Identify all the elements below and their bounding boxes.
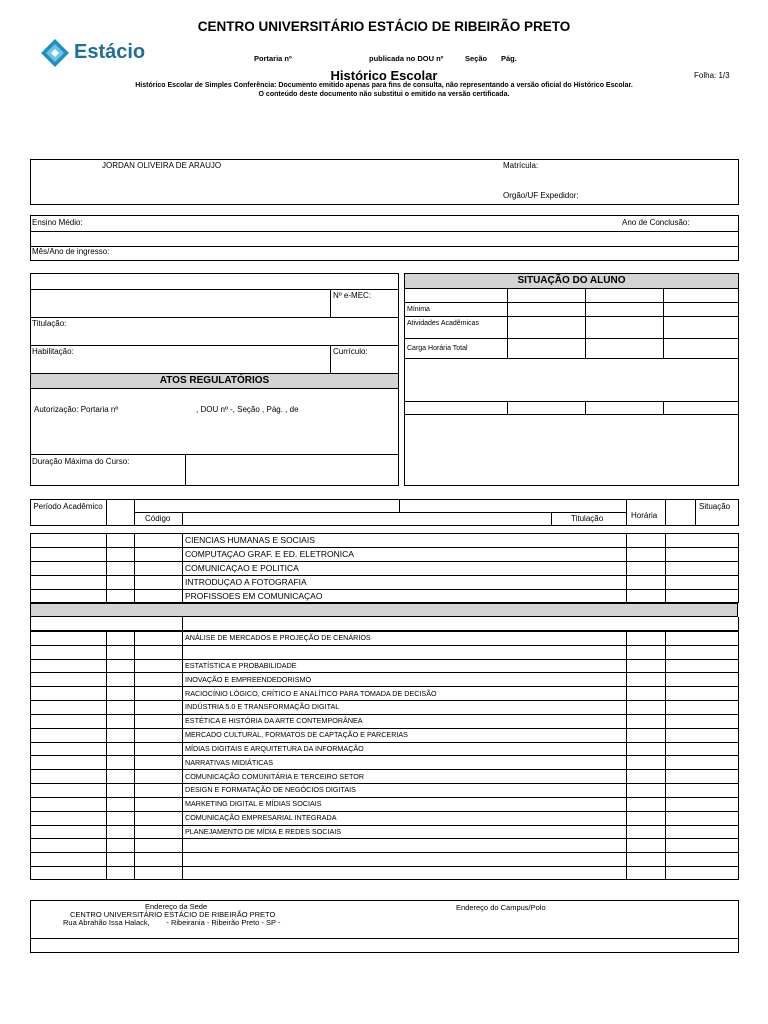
discipline-name: CIENCIAS HUMANAS E SOCIAIS [185,534,315,545]
discipline-name: NARRATIVAS MIDIÁTICAS [185,757,273,767]
column-divider [106,533,107,603]
divider [30,938,739,939]
divider [551,512,552,526]
situacao-title: SITUAÇÃO DO ALUNO [517,275,626,286]
folha: Folha: 1/3 [694,71,730,80]
column-divider [626,533,627,603]
row-divider [30,797,739,798]
campus-label: Endereço do Campus/Polo [456,903,546,912]
sede-name: CENTRO UNIVERSITÁRIO ESTÁCIO DE RIBEIRÃO PRETO [70,910,276,919]
divider [330,345,331,373]
portaria-label: Portaria nº [254,54,292,63]
row-divider [30,589,739,590]
column-divider [665,533,666,603]
discipline-name: COMPUTAÇAO GRAF. E ED. ELETRONICA [185,548,354,559]
discipline-name: ESTÉTICA E HISTÓRIA DA ARTE CONTEMPORÂNEA [185,716,363,726]
divider [404,302,739,303]
row-divider [30,742,739,743]
logo-text: Estácio [74,41,146,63]
pag-label: Pág. [501,54,517,63]
column-divider [134,533,135,603]
titulacao-label: Titulação: [32,319,67,328]
divider [404,358,739,359]
divider [30,317,399,318]
discipline-name: DESIGN E FORMATAÇÃO DE NEGÓCIOS DIGITAIS [185,785,356,795]
divider [399,499,400,512]
divider [585,401,586,414]
divider [30,231,739,232]
divider [404,338,739,339]
empty-row [30,617,739,631]
row-divider [30,811,739,812]
discipline-name: RACIOCÍNIO LÓGICO, CRÍTICO E ANALÍTICO PARA TOMADA DE DECISÃO [185,688,437,698]
col-periodo-academico: Período Acadêmico [33,502,103,511]
document-title: Histórico Escolar [330,68,438,83]
divider [30,454,399,455]
emec-label: Nº e-MEC: [333,291,372,300]
estacio-logo [40,38,150,70]
row-divider [30,561,739,562]
row-divider [30,547,739,548]
divider [330,289,331,317]
secao-label: Seção [465,54,488,63]
divider [134,512,626,513]
ano-conclusao-label: Ano de Conclusão: [622,218,690,227]
discipline-name: INTRODUÇAO A FOTOGRAFIA [185,576,307,587]
row-divider [30,755,739,756]
divider [404,401,739,402]
divider [182,617,183,631]
orgao-label: Orgão/UF Expedidor: [503,191,579,200]
habilitacao-label: Habilitação: [32,347,74,356]
row-divider [30,769,739,770]
divider [585,289,586,358]
row-divider [30,838,739,839]
curriculo-label: Currículo: [333,347,368,356]
divider [185,454,186,486]
student-name: JORDAN OLIVEIRA DE ARAUJO [102,161,222,170]
divider [30,246,739,247]
estacio-logo-icon [40,38,70,68]
ensino-medio-label: Ensino Médio: [32,218,83,227]
autorizacao-label: Autorização: Portaria nº [34,405,119,414]
discipline-name: ESTATÍSTICA E PROBABILIDADE [185,660,297,670]
row-divider [30,783,739,784]
row-divider [30,728,739,729]
discipline-name: MÍDIAS DIGITAIS E ARQUITETURA DA INFORMAÇÃO [185,743,364,753]
row-divider [30,672,739,673]
row-divider [30,645,739,646]
column-divider [182,533,183,603]
divider [404,316,739,317]
divider [182,512,183,526]
row-divider [30,852,739,853]
matricula-label: Matrícula: [503,161,539,170]
grades-block-1 [30,533,739,603]
divider [507,289,508,358]
discipline-name: PLANEJAMENTO DE MÍDIA E REDES SOCIAIS [185,826,342,836]
dou-label: publicada no DOU nº [369,54,444,63]
row-divider [30,575,739,576]
period-separator [30,603,738,617]
minima-label: Mínima [407,306,430,313]
discipline-name: INDÚSTRIA 5.0 E TRANSFORMAÇÃO DIGITAL [185,702,340,712]
discipline-name: COMUNICAÇAO E POLITICA [185,562,299,573]
discipline-name: COMUNICAÇÃO COMUNITÁRIA E TERCEIRO SETOR [185,771,365,781]
discipline-name: ANÁLISE DE MERCADOS E PROJEÇÃO DE CENÁRIOS [185,633,371,643]
col-titulacao: Titulação [571,514,604,523]
atos-regulatorios-title: ATOS REGULATÓRIOS [159,375,270,386]
row-divider [30,866,739,867]
divider [663,289,664,358]
discipline-name: INOVAÇÃO E EMPREENDEDORISMO [185,674,312,684]
disclaimer-line-1: Histórico Escolar de Simples Conferência: Documento emitido apenas para fins de consulta, não representando a versão oficial do Histórico Escolar. [135,82,633,89]
row-divider [30,686,739,687]
row-divider [30,825,739,826]
sede-address: Rua Abrahão Issa Halack, - Ribeirania - Ribeirão Preto - SP - [63,918,281,927]
divider [507,401,508,414]
divider [626,499,627,526]
divider [665,499,666,526]
carga-horaria-total-label: Carga Horária Total [407,345,468,352]
duracao-maxima-label: Duração Máxima do Curso: [32,457,130,466]
divider [663,401,664,414]
col-situacao: Situação [699,502,731,511]
divider [695,499,696,526]
disclaimer-line-2: O conteúdo deste documento não substitui o emitido na versão certificada. [258,91,510,98]
discipline-name: MARKETING DIGITAL E MÍDIAS SOCIAIS [185,799,322,809]
institution-title: CENTRO UNIVERSITÁRIO ESTÁCIO DE RIBEIRÃO PRETO [197,19,571,34]
col-horaria: Horária [631,511,658,520]
sede-label: Endereço da Sede [145,902,208,911]
discipline-name: MERCADO CULTURAL, FORMATOS DE CAPTAÇÃO E PARCERIAS [185,730,408,740]
situacao-box [404,273,739,486]
discipline-name: COMUNICAÇÃO EMPRESARIAL INTEGRADA [185,813,337,823]
divider [30,345,399,346]
divider [106,499,107,526]
col-codigo: Código [145,514,171,523]
row-divider [30,714,739,715]
row-divider [30,659,739,660]
mes-ano-ingresso-label: Mês/Ano de ingresso: [32,247,110,256]
discipline-name: PROFISSOES EM COMUNICAÇAO [185,590,323,601]
row-divider [30,700,739,701]
autorizacao-details: , DOU nº -, Seção , Pág. , de [196,405,299,414]
divider [404,414,739,415]
divider [30,289,399,290]
atividades-academicas-label: Atividades Acadêmicas [407,320,479,327]
